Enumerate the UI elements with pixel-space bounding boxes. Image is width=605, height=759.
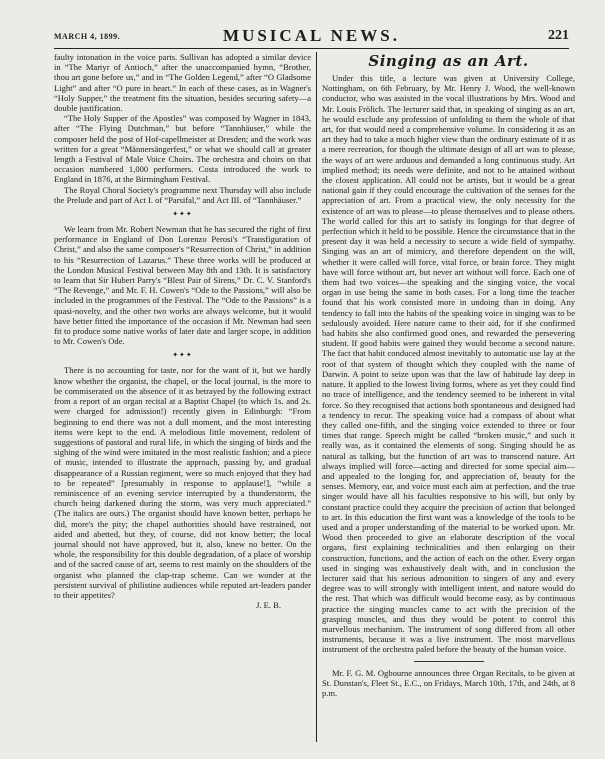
page-header <box>54 26 569 48</box>
article-paragraph: faulty intonation in the voice parts. Sullivan has adopted a similar device in “The Martyr of Antioch,” after the unaccompanied hymn, “Brother, thou art gone before us,” and in “The Golden Legend,” after “O Gladsome Light” and after “O pure in heart.” In each of these cases, as in Wagner's “Holy Supper,” the treatment fits the situation, besides securing safety—a double justification. <box>54 52 311 114</box>
article-paragraph: The Royal Choral Society's programme next Thursday will also include the Prelude and part of Act I. of “Parsifal,” and Act III. of “Tannhäuser.” <box>54 184 311 205</box>
column-divider <box>316 52 317 742</box>
article-paragraph: “The Holy Supper of the Apostles” was composed by Wagner in 1843, after “The Flying Dutchman,” but before “Tannhäuser,” while the composer held the post of Hof-capellmeister at Dresden; and the work was written for a great “Männersängerfest,” or what we should call at greater length a Festival of Male Voice Choirs. The orchestra and choirs on that occasion numbered 1,000 performers. Costa introduced the work to England in 1876, at the Birmingham Festival. <box>54 113 311 185</box>
left-column <box>54 52 311 610</box>
article-heading: Singing as an Art. <box>368 52 529 70</box>
section-separator: ✦✦✦ <box>172 210 193 219</box>
right-column <box>322 52 575 698</box>
article-paragraph: We learn from Mr. Robert Newman that he has secured the right of first performance in England of Don Lorenzo Perosi's “Transfiguration of Christ,” and also the same composer's “Resurrection of Christ,” in addition to his “Resurrection of Lazarus.” These three works will be produced at the London Musical Festival between May 8th and 13th. It is satisfactory to learn that Sir Hubert Parry's “Blest Pair of Sirens,” Dr. C. V. Stanford's “The Revenge,” and Mr. F. H. Cowen's “Ode to the Passions,” will also be included in the programmes of the Festival. The “Ode to the Passions” is a quasi-novelty, and the other two works are always welcome, but it would have better fitted the importance of the occasion if Mr. Newman had seen fit to produce some native works of later date and larger scope, in addition to Mr. Cowen's Ode. <box>54 224 311 347</box>
page-number: 221 <box>548 28 569 43</box>
masthead-title: MUSICAL NEWS. <box>223 26 400 45</box>
author-signature: J. E. B. <box>256 600 281 611</box>
header-rule <box>54 48 569 49</box>
section-rule <box>414 661 484 662</box>
issue-date: MARCH 4, 1899. <box>54 32 121 41</box>
section-separator: ✦✦✦ <box>172 351 193 360</box>
article-paragraph: Under this title, a lecture was given at University College, Nottingham, on 6th February, by Mr. Henry J. Wood, the well-known conductor, who was assisted in the vocal illustrations by Mrs. Wood and Mr. Louis Frölich. The lecturer said that, in speaking of singing as an art, he would exclude any profession of unfolding to them the whole of that art, for that would need a comprehensive volume. In considering it as an art they had to take a much higher view than the ordinary estimate of it as a mere recreation, for though the ultimate design of all art was to please, the ways of art were arduous and demanded a long continuous study. Art implied method; its needs were definite, and not to be attained without the closest application. All could not be artists, but it would be a great national gain if they could encourage the cultivation of the senses for the appreciation of art. From a practical view, the only necessity for the existence of art was to please—to please themselves and to please others. The world called for this art to satisfy its longings for that degree of perfection which it held to be possible. Hence the circumstance that in the present day it was held a necessity to secure a wide field of sympathy. Singing was an art of mimicry, and therefore dependent on the will, whether it were called will force, vital force, or brain force. They might have will force without art, but never art without will force. Each one of them had two voices—the speaking and the singing voice, the vocal organ in use being the same in both cases. For a long time the teacher found that his work consisted more in undoing than in doing. Any tendency to fall into the habits of the speaking voice in singing was to be sedulously avoided. Here nature came to their aid, for if she confirmed bad habits she also confirmed good ones, and rewarded the persevering student. If good habits were gained they would become a second nature. The fact that habit conduced almost inevitably to automatic use lay at the root of that system of thought which they coupled with the name of Darwin. A point to seize upon was that the law of habitude lay deep in nature. It applied to the lowest living forms, where as yet they could find no trace of intelligence, and the tendency seemed to be inherent in vital force. So they recognised that actions both spontaneous and designed had a tendency to recur. The speaking voice had a compass of about what they called one-fifth, and the singing voice extended to three or four times that range. Speech might be called “broken music,” and such it really was, as it contained the elements of song. Singing should be as natural as talking, but the function of art was to transcend nature. Art always implied will force—acting and directed for some special aim—and appealed to the longing for, and appreciation of, beauty for the senses. Memory, ear, and voice must each aim at perfection, and the true singer would have all his faculties responsive to his will, but only by constant practice could they acquire the precision of action that belonged to art. In this education the first want was a knowledge of the tools to be used and a proper understanding of the material to be worked upon. Mr. Wood then proceeded to give an elaborate description of the vocal organs, first explaining technicalities and then enlarging on their construction, functions, and the action of each on the other. Every organ used in singing was exhaustively dealt with, and in conclusion the lecturer said that his serious admonition to singers of any and every degree was to will strongly with intelligent intent, and nature would do the rest. That which was difficult would become easy, as by continuous practice the singing muscles came to act with the precision of the grasping muscles, and thus they would be potent to control this marvellous mechanism. The instrument of song differed from all other instruments, because it was a live instrument. The most marvellous instrument of the orchestra paled before the beauty of the human voice. <box>322 73 575 655</box>
article-paragraph: Mr. F. G. M. Ogbourne announces three Organ Recitals, to be given at St. Dunstan's, Fleet St., E.C., on Fridays, March 10th, 17th, and 24th, at 8 p.m. <box>322 667 575 698</box>
article-paragraph: There is no accounting for taste, nor for the want of it, but we hardly know whether the organist, the chapel, or the local journal, is the more to be commiserated on the absence of it as betrayed by the following extract from a report of an organ recital at a Baptist Chapel (to which 1s. and 2s. were charged for admission!) recently given in Edinburgh: “From beginning to end there was not a dull moment, and the most interesting items were kept to the end. A melodious little movement, redolent of suggestions of pastoral and rural life, in which the singing of birds and the sighing of the wind were imitated in the most realistic fashion; and a piece of music, intended to illustrate the approach, passing by, and gradual disappearance of a Russian regiment, were so much enjoyed that they had to be repeated” [presumably in response to applause!], “while a reminiscence of an evening service interrupted by a thunderstorm, the church being darkened during the storm, was very much appreciated.” (The italics are ours.) The organist should have known better, perhaps he did, more's the pity; the chapel authorities should have restrained, not aided and abetted, but they, of course, did not know better; the local journal should not have approved, but it, also, knew no better. On the whole, the responsibility for this double degradation, of a place of worship and of the sacred cause of art, seems to rest mainly on the shoulders of the organist who planned the clap-trap scheme. Can we wonder at the persistent survival of philistine audiences while reputed art-leaders pander to their appetites? <box>54 365 311 600</box>
